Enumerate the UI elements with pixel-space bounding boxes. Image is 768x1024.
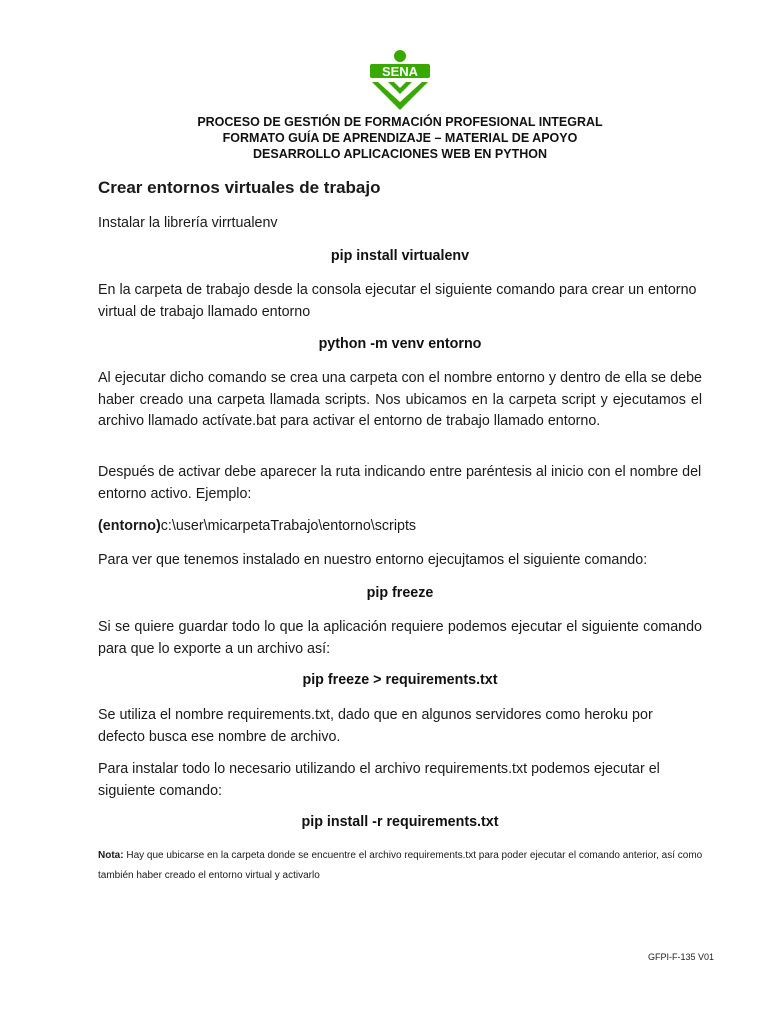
paragraph-install-lib: Instalar la librería virrtualenv <box>98 215 278 231</box>
note <box>98 846 704 886</box>
command-pip-freeze-requirements: pip freeze > requirements.txt <box>302 672 498 688</box>
paragraph-install-requirements: Para instalar todo lo necesario utilizando el archivo requirements.txt podemos ejecutar el siguiente comando: <box>98 761 660 799</box>
logo-text: SENA <box>381 64 419 79</box>
paragraph-activate: Al ejecutar dicho comando se crea una carpeta con el nombre entorno y dentro de ella se debe haber creado una carpeta llamada scripts. Nos ubicamos en la carpeta script y ejecutamos el archivo llamado actívate.bat para activar el entorno de trabajo llamado entorno. <box>98 370 702 429</box>
paragraph-see-installed: Para ver que tenemos instalado en nuestro entorno ejecujtamos el siguiente comando: <box>98 552 648 568</box>
command-python-venv: python -m venv entorno <box>318 336 482 352</box>
command-pip-install-virtualenv: pip install virtualenv <box>330 248 470 264</box>
example-path-line <box>98 516 702 538</box>
footer-document-code: GFPI-F-135 V01 <box>647 952 714 962</box>
document-header <box>98 114 702 162</box>
note-text: Hay que ubicarse en la carpeta donde se encuentre el archivo requirements.txt para poder ejecutar el comando anterior, así como también haber creado el entorno virtual y activarlo <box>98 850 703 881</box>
header-line-1: PROCESO DE GESTIÓN DE FORMACIÓN PROFESIONAL INTEGRAL <box>197 115 603 129</box>
example-env-name: (entorno) <box>98 518 161 534</box>
paragraph-requirements-name: Se utiliza el nombre requirements.txt, dado que en algunos servidores como heroku por defecto busca ese nombre de archivo. <box>98 707 653 745</box>
command-pip-install-requirements: pip install -r requirements.txt <box>301 814 499 830</box>
paragraph-after-activate: Después de activar debe aparecer la ruta indicando entre paréntesis al inicio con el nombre del entorno activo. Ejemplo: <box>98 464 702 502</box>
example-path: c:\user\micarpetaTrabajo\entorno\scripts <box>160 518 417 534</box>
command-pip-freeze: pip freeze <box>366 585 434 601</box>
paragraph-create-env: En la carpeta de trabajo desde la consola ejecutar el siguiente comando para crear un entorno virtual de trabajo llamado entorno <box>98 282 697 320</box>
logo-head <box>394 50 406 62</box>
paragraph-save-requirements: Si se quiere guardar todo lo que la aplicación requiere podemos ejecutar el siguiente comando para que lo exporte a un archivo así: <box>98 619 702 657</box>
logo-figure <box>372 82 428 110</box>
note-label: Nota: <box>98 850 124 861</box>
header-line-2: FORMATO GUÍA DE APRENDIZAJE – MATERIAL DE APOYO <box>222 131 578 145</box>
section-title: Crear entornos virtuales de trabajo <box>98 178 381 197</box>
header-line-3: DESARROLLO APLICACIONES WEB EN PYTHON <box>253 147 547 161</box>
sena-logo <box>368 50 432 112</box>
